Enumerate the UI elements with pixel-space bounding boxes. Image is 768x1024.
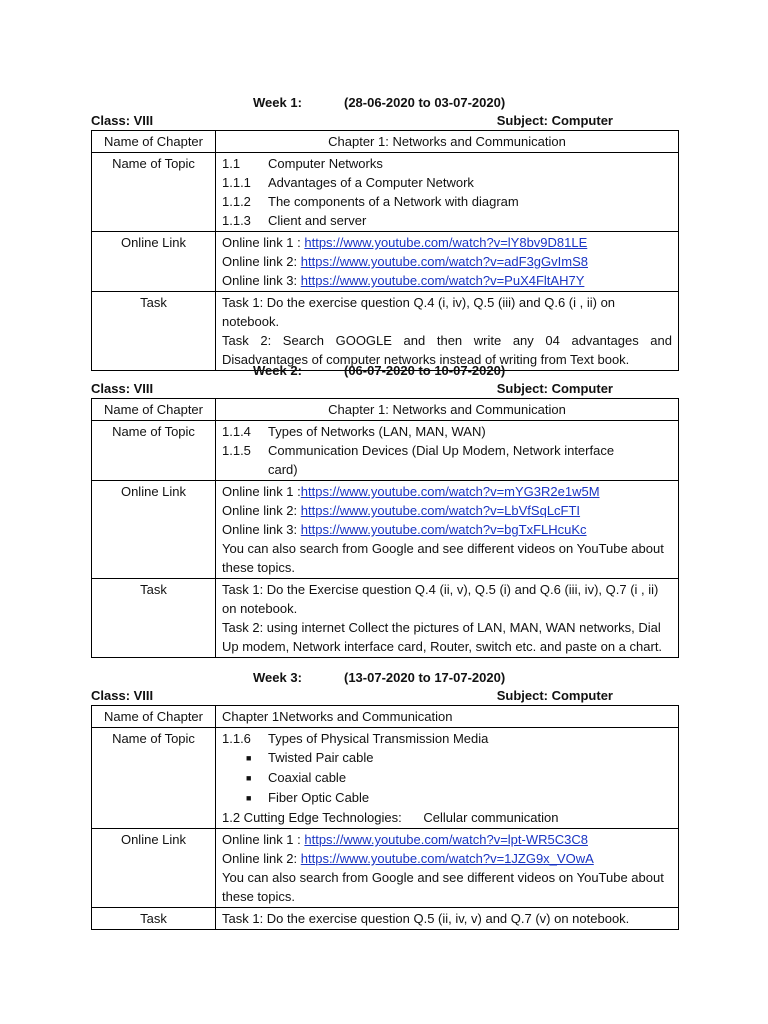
topic-text: Advantages of a Computer Network [268, 175, 474, 190]
week-1-block [91, 93, 679, 371]
youtube-link[interactable]: https://www.youtube.com/watch?v=mYG3R2e1w5M [300, 484, 600, 499]
link-item [222, 501, 672, 520]
link-label: Online link 3: [222, 522, 301, 537]
week-heading [91, 93, 679, 112]
class-label: Class: VIII [91, 113, 154, 128]
topic-item [222, 154, 672, 173]
link-row [92, 481, 679, 579]
week-label: Week 2: [253, 363, 302, 378]
task-row [92, 908, 679, 930]
square-bullet-icon: ■ [246, 793, 252, 803]
topic-number: 1.1.5 [222, 443, 251, 458]
link-note: You can also search from Google and see different videos on YouTube about these topics. [222, 541, 664, 575]
bullet-text: Twisted Pair cable [268, 750, 374, 765]
link-item [222, 482, 672, 501]
task-item: Task 1: Do the exercise question Q.4 (i, iv), Q.5 (iii) and Q.6 (i , ii) on notebook. [222, 295, 616, 329]
task-list [216, 579, 679, 658]
week-dates: (06-07-2020 to 10-07-2020) [344, 363, 506, 378]
link-header: Online Link [92, 481, 216, 579]
bullet-item [222, 748, 672, 768]
subject-label: Subject: Computer [496, 688, 613, 703]
task-row [92, 292, 679, 371]
chapter-header: Name of Chapter [92, 706, 216, 728]
topic-header: Name of Topic [92, 728, 216, 829]
topic-row [92, 153, 679, 232]
topic-text: Types of Physical Transmission Media [268, 731, 489, 746]
class-label: Class: VIII [91, 381, 154, 396]
link-label: Online link 1 : [222, 832, 305, 847]
topic-list [216, 728, 679, 829]
chapter-row [92, 399, 679, 421]
link-label: Online link 2: [222, 503, 301, 518]
youtube-link[interactable]: https://www.youtube.com/watch?v=lpt-WR5C3C8 [304, 832, 588, 847]
week-1-table [91, 130, 679, 371]
task-item: Task 1: Do the Exercise question Q.4 (ii, v), Q.5 (i) and Q.6 (iii, iv), Q.7 (i , ii) on notebook. [222, 582, 659, 616]
link-note: You can also search from Google and see different videos on YouTube about these topics. [222, 870, 664, 904]
class-subject-line [91, 687, 679, 705]
task-header: Task [92, 908, 216, 930]
week-heading [91, 668, 679, 687]
youtube-link[interactable]: https://www.youtube.com/watch?v=bgTxFLHcuKc [300, 522, 587, 537]
link-item [222, 520, 672, 539]
chapter-row [92, 131, 679, 153]
task-header: Task [92, 292, 216, 371]
class-label: Class: VIII [91, 688, 154, 703]
link-item [222, 849, 672, 868]
task-item: Task 2: using internet Collect the pictures of LAN, MAN, WAN networks, Dial Up modem, Network interface card, Router, switch etc. and paste on a chart. [222, 620, 663, 654]
subject-label: Subject: Computer [496, 113, 613, 128]
topic-text: Computer Networks [268, 156, 383, 171]
link-item [222, 233, 672, 252]
class-subject-line [91, 112, 679, 130]
link-label: Online link 1 : [222, 484, 301, 499]
topic-item [222, 729, 672, 748]
link-list [216, 829, 679, 908]
bullet-item [222, 788, 672, 808]
chapter-header: Name of Chapter [92, 399, 216, 421]
week-2-table [91, 398, 679, 658]
topic-number: 1.1.3 [222, 213, 251, 228]
topic-number: 1.1 [222, 156, 241, 171]
topic-number: 1.1.2 [222, 194, 251, 209]
topic-list [216, 153, 679, 232]
link-item [222, 252, 672, 271]
task-row [92, 579, 679, 658]
week-3-block [91, 668, 679, 930]
chapter-row [92, 706, 679, 728]
topic-continuation: card) [268, 462, 298, 477]
topic-item [222, 211, 672, 230]
bullet-text: Fiber Optic Cable [268, 790, 370, 805]
chapter-name: Chapter 1Networks and Communication [216, 706, 679, 728]
topic-item: 1.2 Cutting Edge Technologies: Cellular communication [222, 810, 559, 825]
topic-number: 1.1.1 [222, 175, 251, 190]
topic-text: The components of a Network with diagram [268, 194, 519, 209]
link-label: Online link 2: [222, 254, 301, 269]
link-header: Online Link [92, 829, 216, 908]
week-label: Week 1: [253, 95, 302, 110]
link-list [216, 232, 679, 292]
link-label: Online link 1 : [222, 235, 305, 250]
topic-row [92, 728, 679, 829]
youtube-link[interactable]: https://www.youtube.com/watch?v=1JZG9x_VOwA [300, 851, 594, 866]
link-item [222, 830, 672, 849]
link-label: Online link 2: [222, 851, 301, 866]
youtube-link[interactable]: https://www.youtube.com/watch?v=LbVfSqLcFTI [300, 503, 581, 518]
topic-list [216, 421, 679, 481]
topic-item [222, 422, 672, 441]
class-subject-line [91, 380, 679, 398]
link-header: Online Link [92, 232, 216, 292]
chapter-name: Chapter 1: Networks and Communication [216, 131, 679, 153]
topic-item [222, 173, 672, 192]
chapter-header: Name of Chapter [92, 131, 216, 153]
square-bullet-icon: ■ [246, 773, 252, 783]
topic-text: Types of Networks (LAN, MAN, WAN) [268, 424, 486, 439]
link-row [92, 232, 679, 292]
task-item: Task 2: Search GOOGLE and then write any 04 advantages and Disadvantages of computer networks instead of writing from Text book. [222, 333, 672, 367]
link-label: Online link 3: [222, 273, 301, 288]
chapter-name: Chapter 1: Networks and Communication [216, 399, 679, 421]
topic-number: 1.1.4 [222, 424, 251, 439]
topic-row [92, 421, 679, 481]
square-bullet-icon: ■ [246, 753, 252, 763]
week-label: Week 3: [253, 670, 302, 685]
subject-label: Subject: Computer [496, 381, 613, 396]
youtube-link[interactable]: https://www.youtube.com/watch?v=PuX4FltAH7Y [300, 273, 585, 288]
link-item [222, 271, 672, 290]
week-heading [91, 361, 679, 380]
link-list [216, 481, 679, 579]
topic-header: Name of Topic [92, 153, 216, 232]
topic-item [222, 441, 672, 460]
bullet-text: Coaxial cable [268, 770, 347, 785]
topic-header: Name of Topic [92, 421, 216, 481]
link-row [92, 829, 679, 908]
youtube-link[interactable]: https://www.youtube.com/watch?v=lY8bv9D81LE [304, 235, 588, 250]
youtube-link[interactable]: https://www.youtube.com/watch?v=adF3gGvImS8 [300, 254, 588, 269]
topic-text: Communication Devices (Dial Up Modem, Network interface [268, 443, 615, 458]
topic-item [222, 192, 672, 211]
task-item: Task 1: Do the exercise question Q.5 (ii, iv, v) and Q.7 (v) on notebook. [222, 911, 630, 926]
topic-number: 1.1.6 [222, 731, 251, 746]
week-dates: (13-07-2020 to 17-07-2020) [344, 670, 506, 685]
task-list [216, 292, 679, 371]
task-header: Task [92, 579, 216, 658]
topic-text: Client and server [268, 213, 367, 228]
week-dates: (28-06-2020 to 03-07-2020) [344, 95, 506, 110]
bullet-item [222, 768, 672, 788]
week-3-table [91, 705, 679, 930]
week-2-block [91, 361, 679, 658]
task-list [216, 908, 679, 930]
